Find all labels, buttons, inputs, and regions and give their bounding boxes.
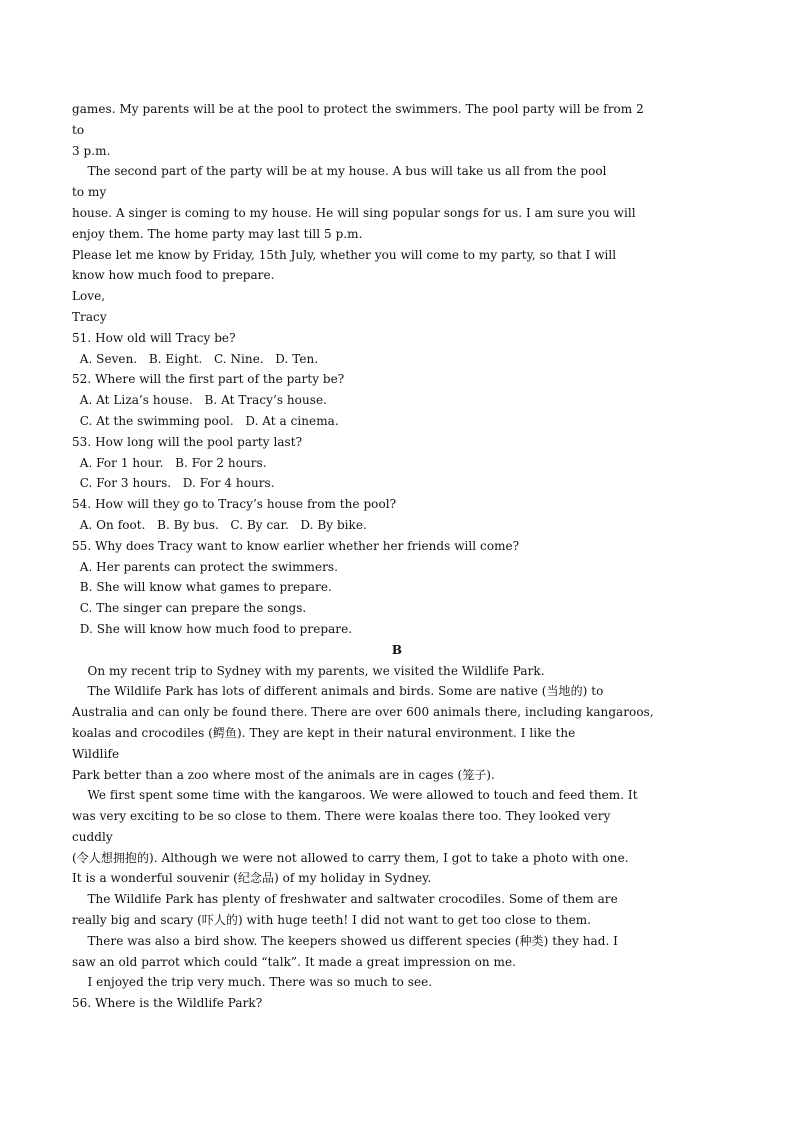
passage-line: games. My parents will be at the pool to protect the swimmers. The pool party will be from 2 [72, 102, 644, 116]
passage-line: The second part of the party will be at my house. A bus will take us all from the pool [72, 164, 607, 179]
question-line: D. She will know how much food to prepare. [72, 621, 353, 636]
question-line: B. She will know what games to prepare. [72, 580, 332, 595]
passage-line: enjoy them. The home party may last till 5 p.m. [72, 226, 363, 241]
passage-line: (令人想拥抱的). Although we were not allowed to carry them, I got to take a photo with one. [72, 850, 629, 865]
passage-a-ending [72, 99, 722, 328]
question-line: 56. Where is the Wildlife Park? [72, 996, 263, 1011]
passage-line: know how much food to prepare. [72, 268, 275, 283]
passage-line: Love, [72, 289, 106, 304]
question-line: 53. How long will the pool party last? [72, 434, 303, 449]
passage-line: On my recent trip to Sydney with my parents, we visited the Wildlife Park. [72, 663, 545, 678]
passage-line: 3 p.m. [72, 143, 111, 158]
question-line: 54. How will they go to Tracy’s house from the pool? [72, 497, 397, 512]
passage-line: Australia and can only be found there. There are over 600 animals there, including kangaroos, [72, 705, 654, 720]
passage-line: The Wildlife Park has plenty of freshwater and saltwater crocodiles. Some of them are [72, 892, 618, 907]
question-line: 55. Why does Tracy want to know earlier whether her friends will come? [72, 538, 520, 553]
section-b-heading: B [391, 642, 403, 657]
passage-line: The Wildlife Park has lots of different animals and birds. Some are native (当地的) to [72, 684, 604, 699]
passage-b [72, 661, 722, 994]
passage-line: was very exciting to be so close to them. There were koalas there too. They looked very [72, 809, 611, 824]
question-line: A. Her parents can protect the swimmers. [72, 559, 338, 574]
question-line: C. At the swimming pool. D. At a cinema. [72, 413, 339, 428]
passage-line: house. A singer is coming to my house. He will sing popular songs for us. I am sure you will [72, 205, 636, 220]
passage-line: Wildlife [72, 746, 120, 761]
passage-line: It is a wonderful souvenir (纪念品) of my holiday in Sydney. [72, 871, 432, 886]
document-page [72, 99, 722, 1014]
passage-line: saw an old parrot which could “talk”. It made a great impression on me. [72, 954, 516, 969]
question-line: A. For 1 hour. B. For 2 hours. [72, 455, 267, 470]
passage-line: really big and scary (吓人的) with huge teeth! I did not want to get too close to them. [72, 913, 592, 928]
passage-line: cuddly [72, 829, 113, 844]
question-56 [72, 993, 722, 1014]
passage-line: There was also a bird show. The keepers showed us different species (种类) they had. I [72, 933, 618, 948]
question-line: A. At Liza’s house. B. At Tracy’s house. [72, 393, 327, 408]
question-line: C. The singer can prepare the songs. [72, 601, 307, 616]
questions-51-55 [72, 328, 722, 640]
question-line: A. On foot. B. By bus. C. By car. D. By bike. [72, 517, 367, 532]
passage-line: to [72, 122, 85, 137]
question-line: A. Seven. B. Eight. C. Nine. D. Ten. [72, 351, 319, 366]
question-line: C. For 3 hours. D. For 4 hours. [72, 476, 275, 491]
passage-line: Park better than a zoo where most of the animals are in cages (笼子). [72, 767, 495, 782]
question-line: 52. Where will the first part of the party be? [72, 372, 345, 387]
question-line: 51. How old will Tracy be? [72, 330, 236, 345]
passage-line: Tracy [72, 309, 107, 324]
passage-line: We first spent some time with the kangaroos. We were allowed to touch and feed them. It [72, 788, 638, 803]
passage-line: to my [72, 185, 107, 200]
passage-line: koalas and crocodiles (鳄鱼). They are kept in their natural environment. I like the [72, 725, 576, 740]
passage-line: Please let me know by Friday, 15th July, whether you will come to my party, so that I will [72, 247, 617, 262]
passage-line: I enjoyed the trip very much. There was so much to see. [72, 975, 433, 990]
